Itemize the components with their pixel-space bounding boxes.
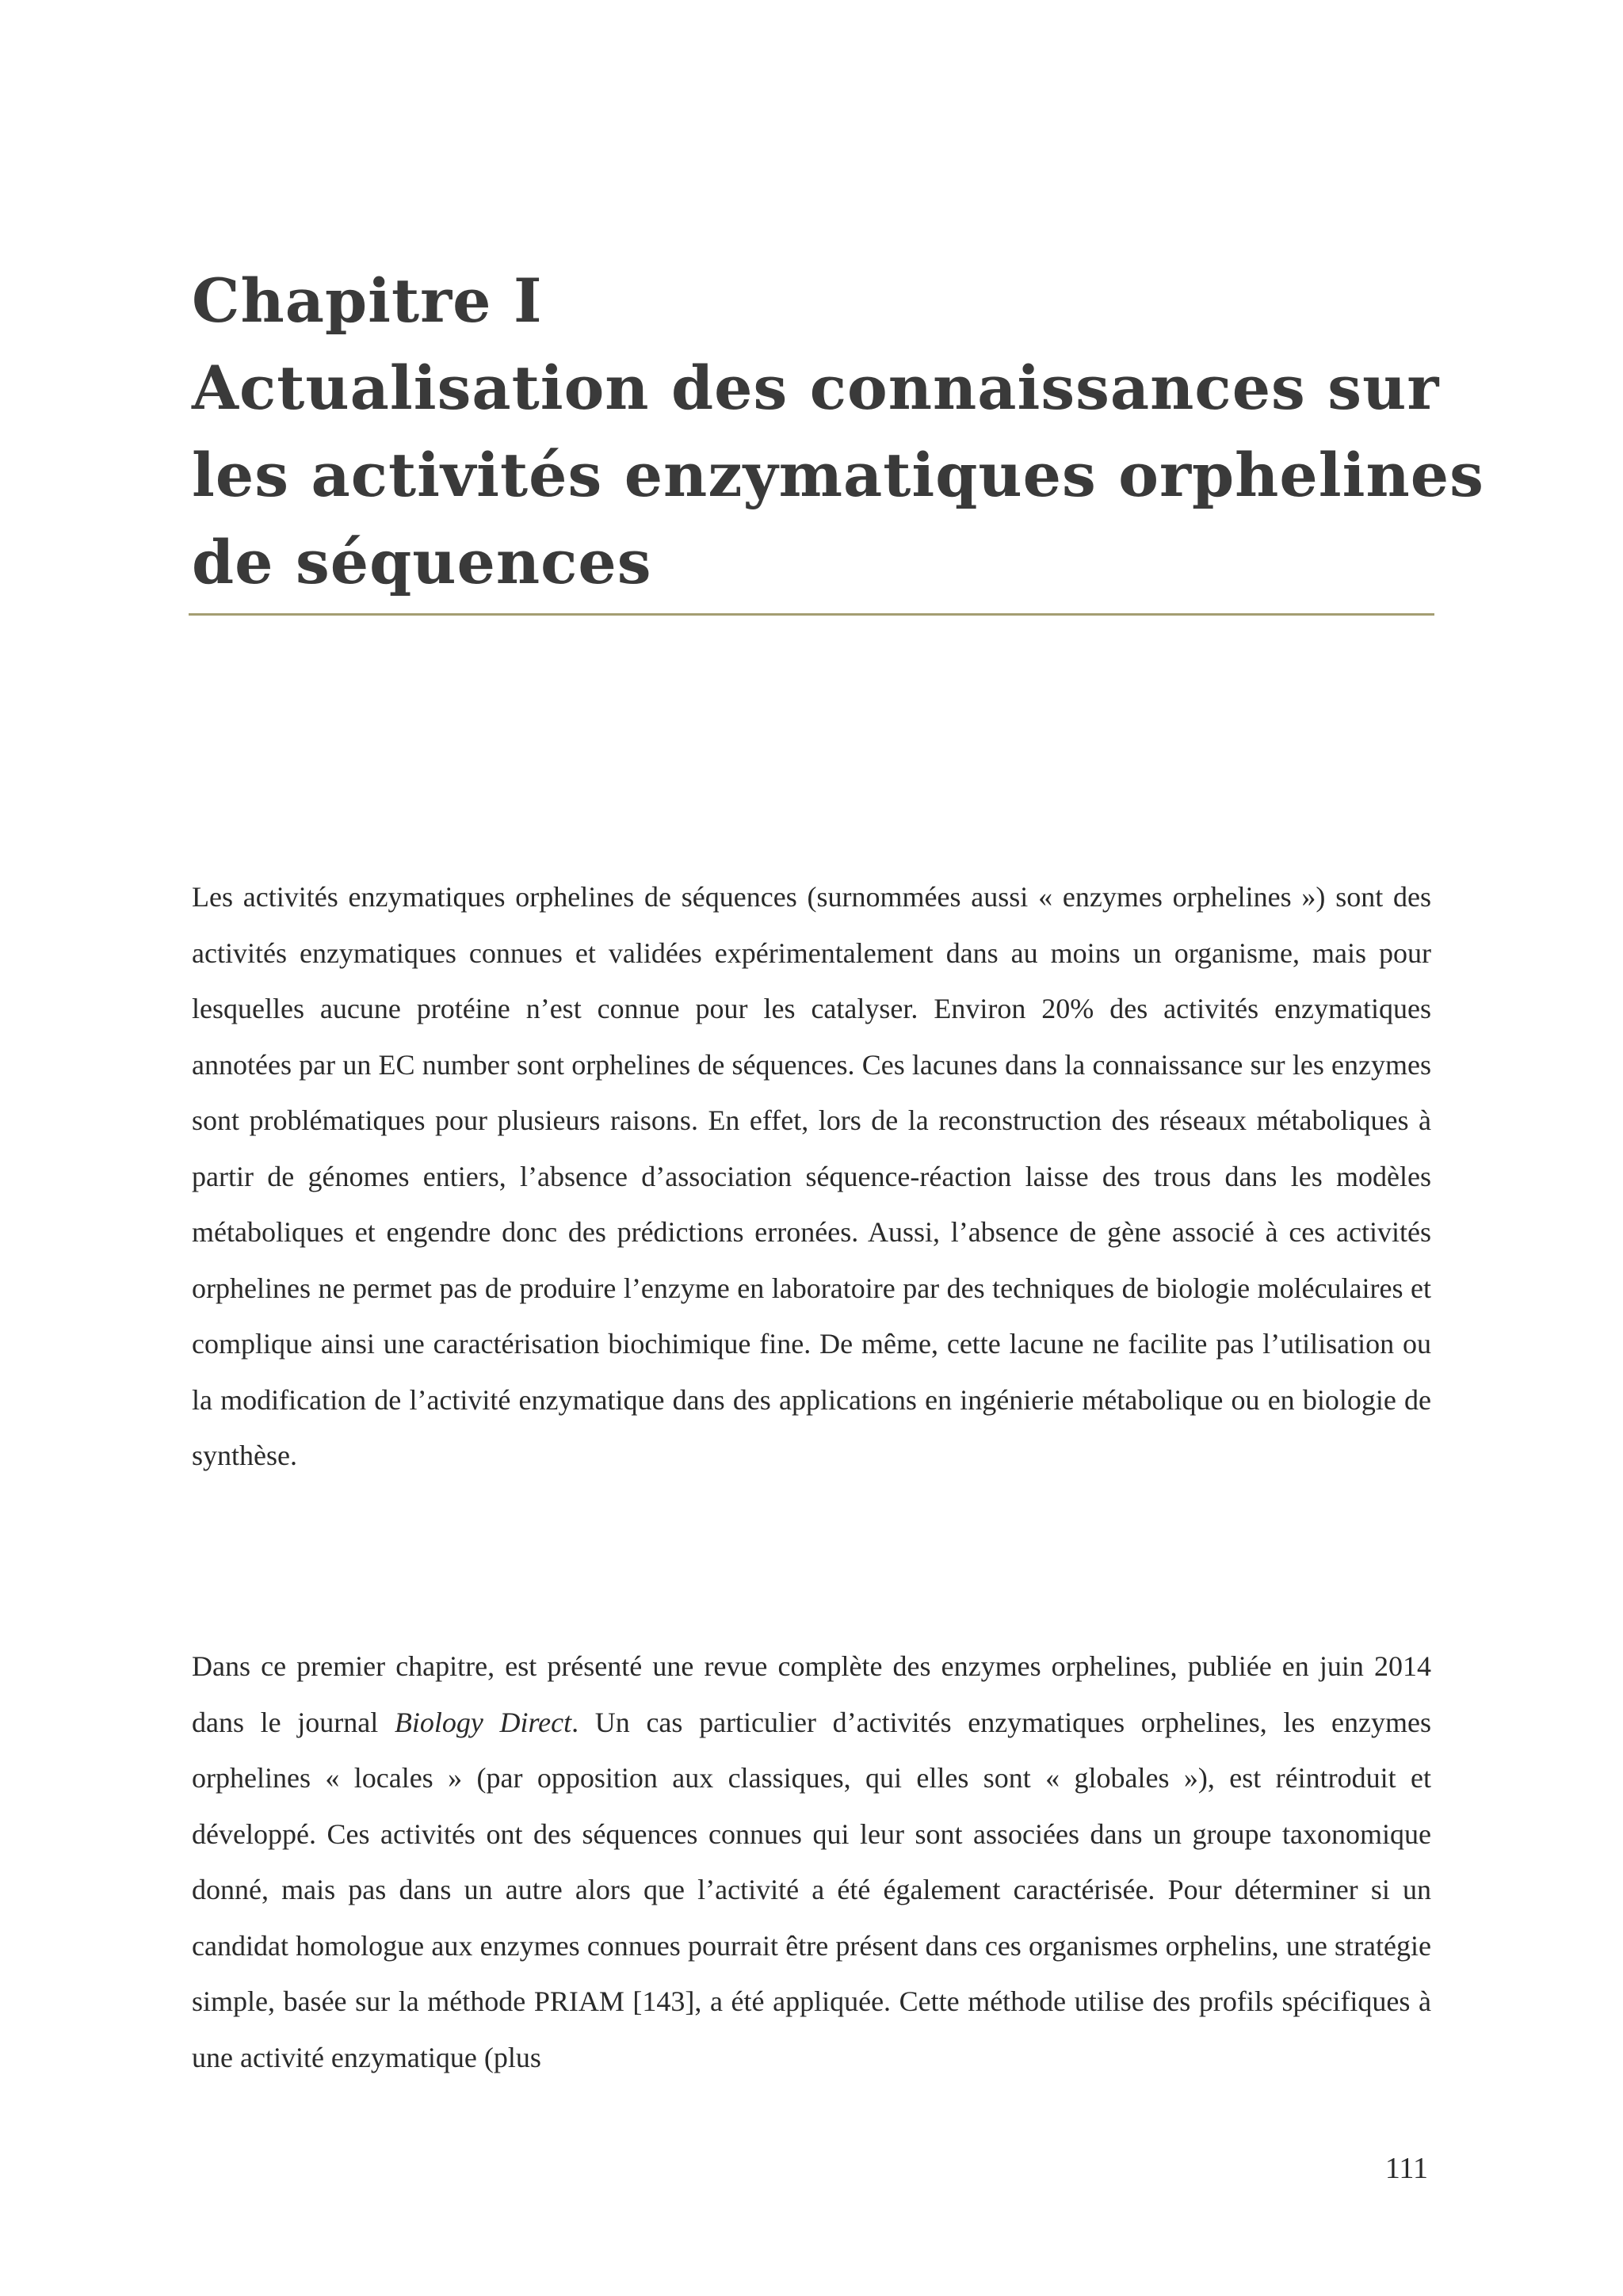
page-number: 111 [1384,2152,1428,2185]
journal-name: Biology Direct [394,1706,572,1738]
body-paragraph-2 [192,1638,1431,2085]
chapter-title-line-1: Actualisation des connaissances sur [192,353,1440,423]
chapter-title-line-2: les activités enzymatiques orphelines [192,440,1484,510]
body-paragraph-1: Les activités enzymatiques orphelines de séquences (surnommées aussi « enzymes orphelines ») sont des activités enzymatiques connues et validées expérimentalement dans au moins un organisme, mais pour lesquelles aucune protéine n’est connue pour les catalyser. Environ 20% des activités enzymatiques annotées par un EC number sont orphelines de séquences. Ces lacunes dans la connaissance sur les enzymes sont problématiques pour plusieurs raisons. En effet, lors de la reconstruction des réseaux métaboliques à partir de génomes entiers, l’absence d’association séquence-réaction laisse des trous dans les modèles métaboliques et engendre donc des prédictions erronées. Aussi, l’absence de gène associé à ces activités orphelines ne permet pas de produire l’enzyme en laboratoire par des techniques de biologie moléculaires et complique ainsi une caractérisation biochimique fine. De même, cette lacune ne facilite pas l’utilisation ou la modification de l’activité enzymatique dans des applications en ingénierie métabolique ou en biologie de synthèse. [192,881,1431,1471]
title-underline-rule [189,613,1434,616]
chapter-title [192,257,1484,606]
chapter-label: Chapitre I [192,265,543,336]
paragraph-2-text-end: . Un cas particulier d’activités enzymatiques orphelines, les enzymes orphelines « locales » (par opposition aux classiques, qui elles sont « globales »), est réintroduit et développé. Ces activités ont des séquences connues qui leur sont associées dans un groupe taxonomique donné, mais pas dans un autre alors que l’activité a été également caractérisée. Pour déterminer si un candidat homologue aux enzymes connues pourrait être présent dans ces organismes orphelins, une stratégie simple, basée sur la méthode PRIAM [143], a été appliquée. Cette méthode utilise des profils spécifiques à une activité enzymatique (plus [192,1706,1431,2073]
chapter-title-line-3: de séquences [192,527,652,597]
paragraph-2-text-start: Dans ce premier chapitre, est présenté une revue complète des enzymes orphelines, publiée en juin 2014 dans le journal [192,1650,1431,1738]
